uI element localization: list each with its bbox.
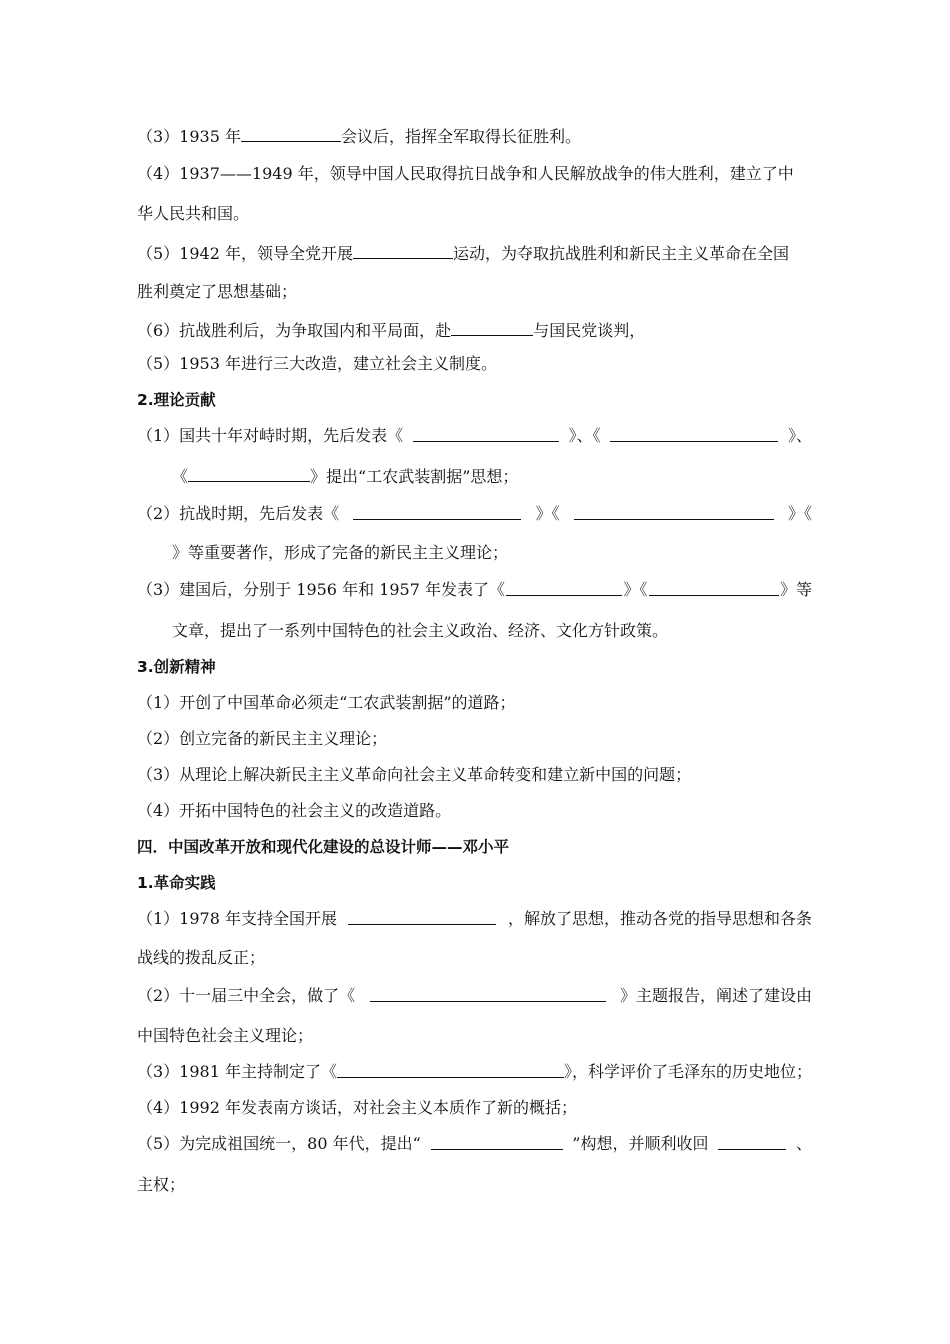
item-theory-1-cont: 《 》提出“工农武装割据”思想； <box>172 467 519 486</box>
item-1937-1949: （4）1937——1949 年，领导中国人民取得抗日战争和人民解放战争的伟大胜利，建立了中 <box>137 164 794 183</box>
fill-blank[interactable] <box>649 580 779 596</box>
section-heading-innovation: 3.创新精神 <box>137 658 216 676</box>
innovation-item: （4）开拓中国特色的社会主义的改造道路。 <box>137 801 452 820</box>
item-deng-plenum: （2）十一届三中全会，做了《 》主题报告，阐述了建设由 <box>137 986 812 1005</box>
item-deng-reunification-cont: 主权； <box>137 1175 186 1194</box>
item-theory-3-cont: 文章，提出了一系列中国特色的社会主义政治、经济、文化方针政策。 <box>172 621 669 640</box>
item-deng-1981: （3）1981 年主持制定了《 》，科学评价了毛泽东的历史地位； <box>137 1062 812 1081</box>
fill-blank[interactable] <box>574 504 774 520</box>
item-theory-1: （1）国共十年对峙时期，先后发表《 》、《 》、 <box>137 426 812 445</box>
item-1953: （5）1953 年进行三大改造，建立社会主义制度。 <box>137 354 497 373</box>
fill-blank[interactable] <box>337 1062 564 1078</box>
fill-blank[interactable] <box>370 986 606 1002</box>
item-theory-2-cont: 》等重要著作，形成了完备的新民主主义理论； <box>172 543 509 562</box>
section-heading-practice: 1.革命实践 <box>137 874 216 892</box>
fill-blank[interactable] <box>610 426 778 442</box>
fill-blank[interactable] <box>718 1134 786 1150</box>
fill-blank[interactable] <box>413 426 559 442</box>
item-1942: （5）1942 年，领导全党开展 运动，为夺取抗战胜利和新民主主义革命在全国 <box>137 244 790 263</box>
fill-blank[interactable] <box>188 466 310 482</box>
fill-blank[interactable] <box>348 909 496 925</box>
fill-blank[interactable] <box>353 243 453 259</box>
section-title-deng: 四．中国改革开放和现代化建设的总设计师——邓小平 <box>137 838 510 856</box>
item-1942-cont: 胜利奠定了思想基础； <box>137 282 298 301</box>
innovation-item: （1）开创了中国革命必须走“工农武装割据”的道路； <box>137 693 516 712</box>
section-heading-theory: 2.理论贡献 <box>137 391 216 409</box>
item-theory-3: （3）建国后，分别于 1956 年和 1957 年发表了《 》《 》等 <box>137 580 812 599</box>
item-deng-1978-cont: 战线的拨乱反正； <box>137 948 266 967</box>
fill-blank[interactable] <box>241 126 341 142</box>
item-deng-1992: （4）1992 年发表南方谈话，对社会主义本质作了新的概括； <box>137 1098 577 1117</box>
innovation-item: （2）创立完备的新民主主义理论； <box>137 729 388 748</box>
item-theory-2: （2）抗战时期，先后发表《 》《 》《 <box>137 504 812 523</box>
item-deng-plenum-cont: 中国特色社会主义理论； <box>137 1026 314 1045</box>
fill-blank[interactable] <box>451 320 533 336</box>
item-deng-reunification: （5）为完成祖国统一，80 年代，提出“ ”构想，并顺利收回 、 <box>137 1134 812 1153</box>
fill-blank[interactable] <box>353 504 521 520</box>
innovation-item: （3）从理论上解决新民主主义革命向社会主义革命转变和建立新中国的问题； <box>137 765 692 784</box>
item-postwar: （6）抗战胜利后，为争取国内和平局面，赴 与国民党谈判， <box>137 321 646 340</box>
fill-blank[interactable] <box>506 580 622 596</box>
item-1937-1949-cont: 华人民共和国。 <box>137 204 250 223</box>
fill-blank[interactable] <box>431 1134 563 1150</box>
item-deng-1978: （1）1978 年支持全国开展 ，解放了思想，推动各党的指导思想和各条 <box>137 909 812 928</box>
item-1935: （3）1935 年 会议后，指挥全军取得长征胜利。 <box>137 127 582 146</box>
